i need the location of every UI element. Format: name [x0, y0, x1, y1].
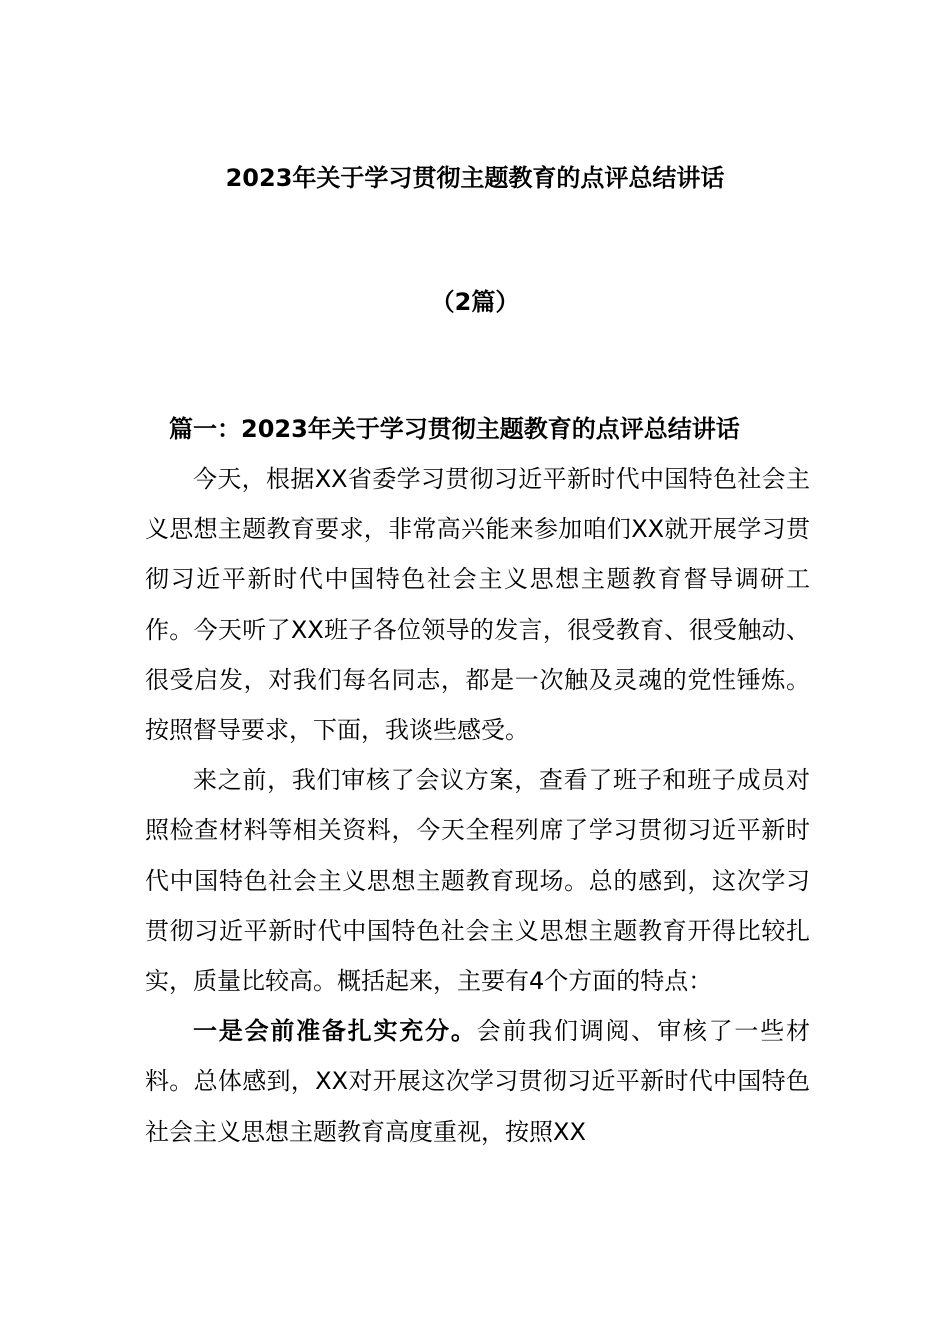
paragraph-text: 今天，根据XX省委学习贯彻习近平新时代中国特色社会主义思想主题教育要求，非常高兴能来参加咱们XX就开展学习贯彻习近平新时代中国特色社会主义思想主题教育督导调研工作。今天听了XX班子各位领导的发言，很受教育、很受触动、很受启发，对我们每名同志，都是一次触及灵魂的党性锤炼。按照督导要求，下面，我谈些感受。 — [145, 465, 810, 745]
paragraph-1 — [145, 454, 810, 755]
document-body — [145, 404, 810, 1157]
paragraph-text: 会前我们调阅、审核了一些材料。总体感到，XX对开展这次学习贯彻习近平新时代中国特色社会主义思想主题教育高度重视，按照XX — [145, 1017, 810, 1146]
document-subtitle: （2篇） — [430, 288, 520, 316]
paragraph-3 — [145, 1006, 810, 1157]
section-heading: 篇一：2023年关于学习贯彻主题教育的点评总结讲话 — [169, 415, 740, 443]
paragraph-lead: 一是会前准备扎实充分。 — [193, 1017, 477, 1046]
document-title: 2023年关于学习贯彻主题教育的点评总结讲话 — [225, 164, 725, 192]
paragraph-text: 来之前，我们审核了会议方案，查看了班子和班子成员对照检查材料等相关资料，今天全程列席了学习贯彻习近平新时代中国特色社会主义思想主题教育现场。总的感到，这次学习贯彻习近平新时代中国特色社会主义思想主题教育开得比较扎实，质量比较高。概括起来，主要有4个方面的特点： — [145, 766, 810, 996]
paragraph-2 — [145, 755, 810, 1006]
